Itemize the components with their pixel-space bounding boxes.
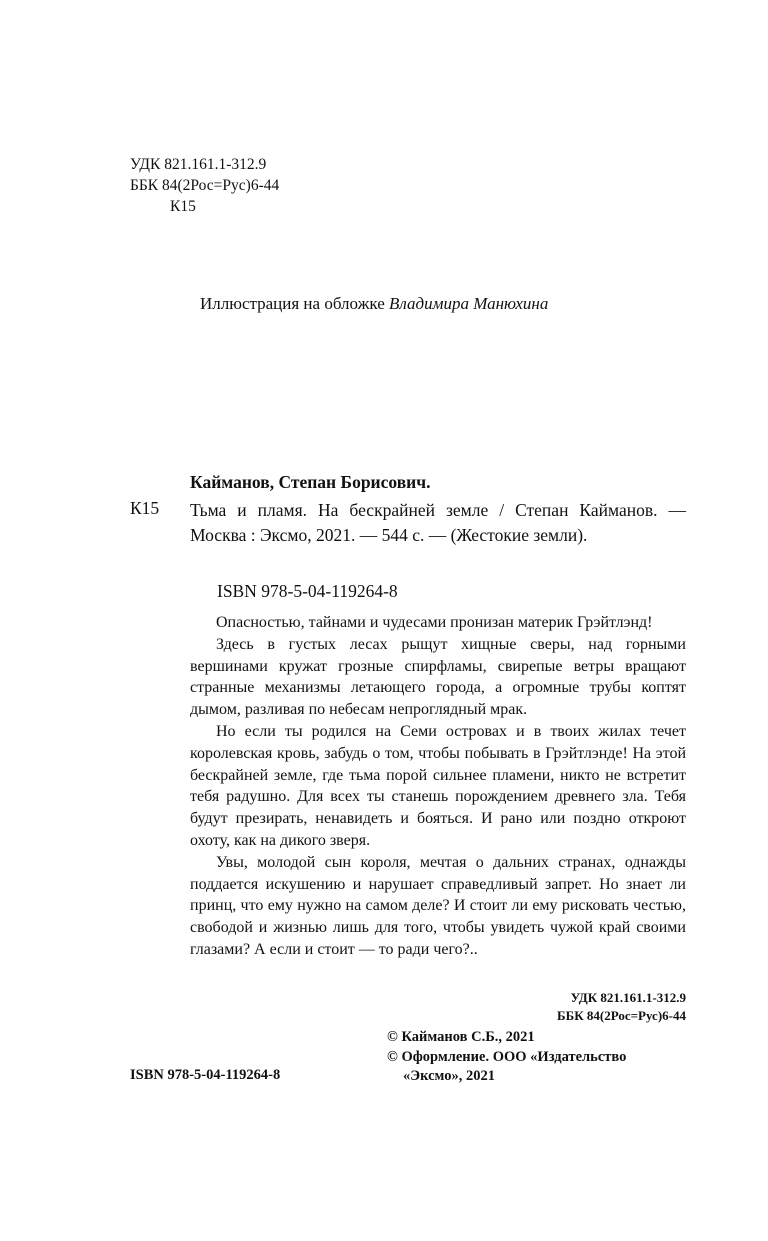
annotation <box>190 612 686 961</box>
illustration-artist: Владимира Манюхина <box>389 294 549 313</box>
udk-code-bottom: УДК 821.161.1-312.9 <box>570 990 686 1005</box>
copyright-publisher: «Эксмо», 2021 <box>403 1068 495 1084</box>
author-heading: Кайманов, Степан Борисович. <box>190 472 431 492</box>
copyright-author: © Кайманов С.Б., 2021 <box>387 1029 535 1045</box>
bibliographic-description: Тьма и пламя. На бескрайней земле / Степан Кайманов. — Москва : Эксмо, 2021. — 544 с. — (Жестокие земли). <box>190 500 686 545</box>
illustration-credit <box>200 294 548 314</box>
isbn-bottom: ISBN 978-5-04-119264-8 <box>130 1067 281 1083</box>
catalog-author-mark: К15 <box>130 498 160 518</box>
annotation-paragraph: Увы, молодой сын короля, мечтая о дальних странах, однажды поддается искушению и нарушает справедливый запрет. Но знает ли принц, что ему нужно на самом деле? И стоит ли ему рисковать честью, свободой и жизнью лишь для того, чтобы увидеть чужой край своими глазами? А если и стоит — то ради чего?.. <box>190 853 686 958</box>
classification-codes-bottom <box>530 989 686 1024</box>
annotation-paragraph: Здесь в густых лесах рыщут хищные сверы, над горными вершинами кружат грозные спирфламы, свирепые ветры вращают странные механизмы летающего города, а огромные трубы коптят дымом, разливая по небесам непроглядный мрак. <box>190 635 686 719</box>
bbk-code-bottom: ББК 84(2Рос=Рус)6-44 <box>557 1007 686 1023</box>
illustration-prefix: Иллюстрация на обложке <box>200 294 385 313</box>
copyright-block <box>387 1028 626 1087</box>
udk-code: УДК 821.161.1-312.9 <box>130 156 267 173</box>
bbk-code: ББК 84(2Рос=Рус)6-44 <box>130 177 280 194</box>
author-mark: К15 <box>170 198 196 215</box>
copyright-design: © Оформление. ООО «Издательство <box>387 1048 627 1065</box>
annotation-paragraph: Опасностью, тайнами и чудесами пронизан материк Грэйтлэнд! <box>216 614 653 631</box>
annotation-paragraph: Но если ты родился на Семи островах и в твоих жилах течет королевская кровь, забудь о том, чтобы побывать в Грэйтлэнде! На этой бескрайней земле, где тьма порой сильнее пламени, никто не встретит тебя радушно. Для всех ты станешь порождением древнего зла. Тебя будут презирать, ненавидеть и бояться. И рано или поздно откроют охоту, как на дикого зверя. <box>190 722 686 849</box>
classification-codes <box>130 154 279 217</box>
catalog-isbn: ISBN 978-5-04-119264-8 <box>217 581 398 601</box>
